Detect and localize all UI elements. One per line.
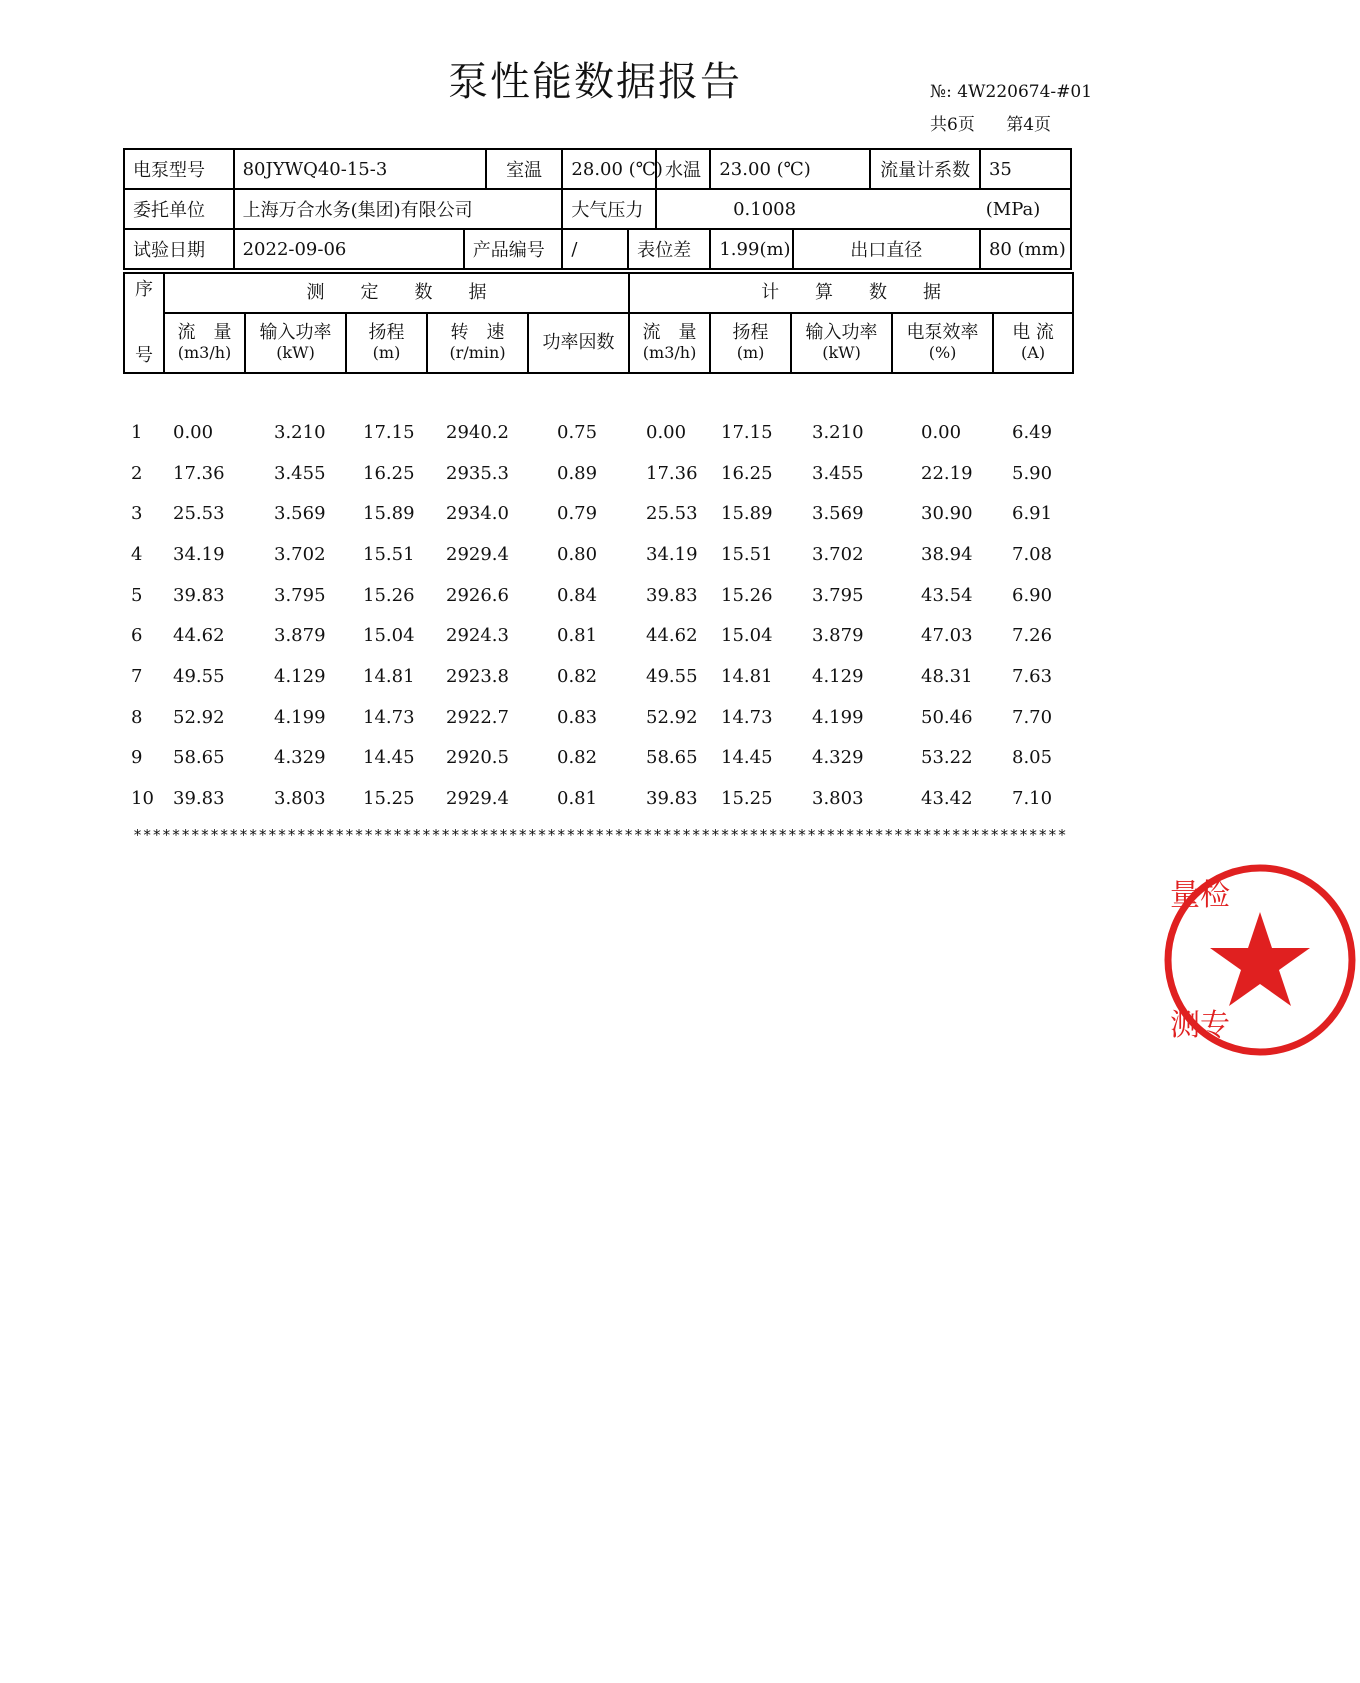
col-head-measured: 扬程 (m): [346, 313, 427, 373]
page-current: 第4页: [1006, 115, 1052, 135]
cell-head-measured: 15.26: [363, 584, 415, 606]
cell-efficiency-calc: 38.94: [921, 543, 973, 565]
cell-input-power-measured: 4.329: [274, 747, 326, 769]
col-flow-calc: 流 量 (m3/h): [629, 313, 710, 373]
cell-flow-measured: 39.83: [173, 584, 225, 606]
column-header-table: [123, 272, 1074, 374]
cell-head-calc: 15.04: [721, 625, 773, 647]
cell-speed-measured: 2920.5: [446, 747, 509, 769]
cell-head-calc: 17.15: [721, 421, 773, 443]
cell-efficiency-calc: 30.90: [921, 503, 973, 525]
gauge-diff-value: 1.99(m): [710, 229, 792, 269]
cell-speed-measured: 2924.3: [446, 625, 509, 647]
table-row: [123, 453, 1072, 494]
cell-current-calc: 7.70: [1012, 706, 1053, 728]
cell-input-power-calc: 4.329: [812, 747, 864, 769]
col-efficiency-calc: 电泵效率 (%): [892, 313, 993, 373]
cell-speed-measured: 2935.3: [446, 462, 509, 484]
product-no-value: /: [562, 229, 628, 269]
seq-header-bottom: 号: [135, 345, 153, 366]
col-current-calc: 电 流 (A): [993, 313, 1073, 373]
flow-coef-label: 流量计系数: [870, 149, 980, 189]
cell-speed-measured: 2929.4: [446, 543, 509, 565]
data-table: [123, 412, 1072, 819]
table-row: [123, 778, 1072, 819]
cell-current-calc: 7.08: [1012, 543, 1053, 565]
cell-input-power-measured: 4.199: [274, 706, 326, 728]
cell-flow-measured: 17.36: [173, 462, 225, 484]
cell-current-calc: 7.63: [1012, 665, 1053, 687]
seq-header-top: 序: [135, 279, 153, 300]
cell-head-calc: 14.73: [721, 706, 773, 728]
date-label: 试验日期: [124, 229, 234, 269]
cell-flow-measured: 58.65: [173, 747, 225, 769]
cell-seq: 3: [131, 503, 143, 525]
official-seal-stamp: [1160, 840, 1360, 1080]
table-row: [123, 575, 1072, 616]
cell-power-factor-measured: 0.89: [557, 462, 598, 484]
col-power-factor-measured: 功率因数: [528, 313, 629, 373]
cell-power-factor-measured: 0.75: [557, 421, 598, 443]
cell-power-factor-measured: 0.84: [557, 584, 598, 606]
table-row: [123, 412, 1072, 453]
measured-group-header: 测 定 数 据: [164, 273, 629, 313]
cell-head-calc: 16.25: [721, 462, 773, 484]
pressure-value: [656, 189, 1071, 229]
cell-flow-calc: 0.00: [646, 421, 687, 443]
product-no-label: 产品编号: [464, 229, 563, 269]
table-row: [123, 493, 1072, 534]
cell-efficiency-calc: 48.31: [921, 665, 973, 687]
cell-flow-calc: 49.55: [646, 665, 698, 687]
room-temp-label: 室温: [486, 149, 563, 189]
data-rows: [123, 412, 1072, 819]
cell-flow-calc: 25.53: [646, 503, 698, 525]
cell-flow-measured: 39.83: [173, 788, 225, 810]
col-head-calc: 扬程 (m): [710, 313, 791, 373]
page-total: 共6页: [930, 115, 975, 135]
cell-input-power-calc: 3.569: [812, 503, 864, 525]
cell-input-power-measured: 3.702: [274, 543, 326, 565]
report-title: 泵性能数据报告: [448, 59, 742, 105]
cell-head-measured: 15.04: [363, 625, 415, 647]
cell-efficiency-calc: 53.22: [921, 747, 973, 769]
cell-input-power-calc: 3.803: [812, 788, 864, 810]
seq-header: [124, 273, 164, 373]
cell-speed-measured: 2929.4: [446, 788, 509, 810]
report-number: №: 4W220674-#01: [930, 82, 1093, 102]
page-info: [930, 110, 1077, 135]
cell-power-factor-measured: 0.81: [557, 788, 598, 810]
cell-input-power-calc: 3.879: [812, 625, 864, 647]
cell-head-calc: 15.89: [721, 503, 773, 525]
table-row: [123, 656, 1072, 697]
cell-current-calc: 7.10: [1012, 788, 1053, 810]
cell-current-calc: 6.91: [1012, 503, 1053, 525]
cell-head-measured: 14.73: [363, 706, 415, 728]
cell-power-factor-measured: 0.81: [557, 625, 598, 647]
seal-text-top: 量检: [1170, 878, 1230, 913]
gauge-diff-label: 表位差: [628, 229, 710, 269]
cell-flow-measured: 44.62: [173, 625, 225, 647]
pressure-label: 大气压力: [562, 189, 655, 229]
cell-efficiency-calc: 43.54: [921, 584, 973, 606]
cell-flow-calc: 34.19: [646, 543, 698, 565]
cell-input-power-measured: 3.879: [274, 625, 326, 647]
cell-head-measured: 15.89: [363, 503, 415, 525]
cell-current-calc: 6.49: [1012, 421, 1053, 443]
cell-head-calc: 15.25: [721, 788, 773, 810]
flow-coef-value: 35: [980, 149, 1071, 189]
cell-efficiency-calc: 0.00: [921, 421, 962, 443]
cell-head-measured: 17.15: [363, 421, 415, 443]
outlet-label: 出口直径: [793, 229, 980, 269]
cell-speed-measured: 2940.2: [446, 421, 509, 443]
cell-input-power-measured: 3.455: [274, 462, 326, 484]
cell-flow-calc: 44.62: [646, 625, 698, 647]
cell-head-measured: 14.81: [363, 665, 415, 687]
cell-speed-measured: 2922.7: [446, 706, 509, 728]
cell-power-factor-measured: 0.83: [557, 706, 598, 728]
cell-head-calc: 14.81: [721, 665, 773, 687]
cell-head-measured: 15.25: [363, 788, 415, 810]
table-row: [123, 615, 1072, 656]
cell-power-factor-measured: 0.82: [557, 665, 598, 687]
cell-efficiency-calc: 50.46: [921, 706, 973, 728]
cell-power-factor-measured: 0.79: [557, 503, 598, 525]
cell-input-power-calc: 4.199: [812, 706, 864, 728]
col-input-power-measured: 输入功率 (kW): [245, 313, 346, 373]
cell-input-power-calc: 4.129: [812, 665, 864, 687]
outlet-value: 80 (mm): [980, 229, 1071, 269]
cell-speed-measured: 2923.8: [446, 665, 509, 687]
table-row: [123, 697, 1072, 738]
cell-seq: 8: [131, 706, 143, 728]
header-table: [123, 148, 1072, 270]
cell-seq: 6: [131, 625, 143, 647]
table-row: [123, 738, 1072, 779]
room-temp-value: 28.00 (℃): [562, 149, 655, 189]
cell-input-power-measured: 3.569: [274, 503, 326, 525]
cell-seq: 10: [131, 788, 154, 810]
cell-seq: 1: [131, 421, 143, 443]
client-value: 上海万合水务(集团)有限公司: [234, 189, 563, 229]
cell-current-calc: 6.90: [1012, 584, 1053, 606]
cell-head-measured: 16.25: [363, 462, 415, 484]
col-flow-measured: 流 量 (m3/h): [164, 313, 245, 373]
date-value: 2022-09-06: [234, 229, 464, 269]
cell-current-calc: 7.26: [1012, 625, 1053, 647]
cell-head-calc: 15.51: [721, 543, 773, 565]
cell-power-factor-measured: 0.80: [557, 543, 598, 565]
pressure-number: 0.1008: [733, 198, 797, 220]
end-of-data-line: *************************************************************************************************: [133, 826, 1068, 844]
pressure-unit: (MPa): [985, 198, 1041, 220]
water-temp-value: 23.00 (℃): [710, 149, 870, 189]
cell-flow-measured: 0.00: [173, 421, 214, 443]
cell-seq: 7: [131, 665, 143, 687]
cell-speed-measured: 2934.0: [446, 503, 509, 525]
table-row: [123, 534, 1072, 575]
cell-flow-calc: 58.65: [646, 747, 698, 769]
cell-flow-measured: 34.19: [173, 543, 225, 565]
cell-flow-calc: 17.36: [646, 462, 698, 484]
col-speed-measured: 转 速 (r/min): [427, 313, 528, 373]
cell-flow-calc: 39.83: [646, 584, 698, 606]
cell-current-calc: 5.90: [1012, 462, 1053, 484]
model-value: 80JYWQ40-15-3: [234, 149, 486, 189]
cell-input-power-measured: 4.129: [274, 665, 326, 687]
cell-head-calc: 15.26: [721, 584, 773, 606]
cell-efficiency-calc: 43.42: [921, 788, 973, 810]
cell-power-factor-measured: 0.82: [557, 747, 598, 769]
cell-input-power-calc: 3.210: [812, 421, 864, 443]
cell-input-power-measured: 3.210: [274, 421, 326, 443]
cell-flow-calc: 52.92: [646, 706, 698, 728]
calc-group-header: 计 算 数 据: [629, 273, 1073, 313]
cell-input-power-measured: 3.795: [274, 584, 326, 606]
water-temp-label: 水温: [656, 149, 711, 189]
cell-seq: 9: [131, 747, 143, 769]
cell-seq: 4: [131, 543, 143, 565]
cell-efficiency-calc: 22.19: [921, 462, 973, 484]
cell-input-power-calc: 3.795: [812, 584, 864, 606]
cell-input-power-calc: 3.455: [812, 462, 864, 484]
cell-input-power-measured: 3.803: [274, 788, 326, 810]
cell-flow-measured: 25.53: [173, 503, 225, 525]
cell-seq: 5: [131, 584, 143, 606]
cell-efficiency-calc: 47.03: [921, 625, 973, 647]
col-input-power-calc: 输入功率 (kW): [791, 313, 892, 373]
cell-flow-measured: 52.92: [173, 706, 225, 728]
cell-head-measured: 15.51: [363, 543, 415, 565]
cell-current-calc: 8.05: [1012, 747, 1053, 769]
client-label: 委托单位: [124, 189, 234, 229]
cell-head-measured: 14.45: [363, 747, 415, 769]
model-label: 电泵型号: [124, 149, 234, 189]
cell-flow-measured: 49.55: [173, 665, 225, 687]
cell-seq: 2: [131, 462, 143, 484]
seal-text-bottom: 测专: [1170, 1008, 1230, 1043]
cell-input-power-calc: 3.702: [812, 543, 864, 565]
cell-head-calc: 14.45: [721, 747, 773, 769]
cell-flow-calc: 39.83: [646, 788, 698, 810]
cell-speed-measured: 2926.6: [446, 584, 509, 606]
